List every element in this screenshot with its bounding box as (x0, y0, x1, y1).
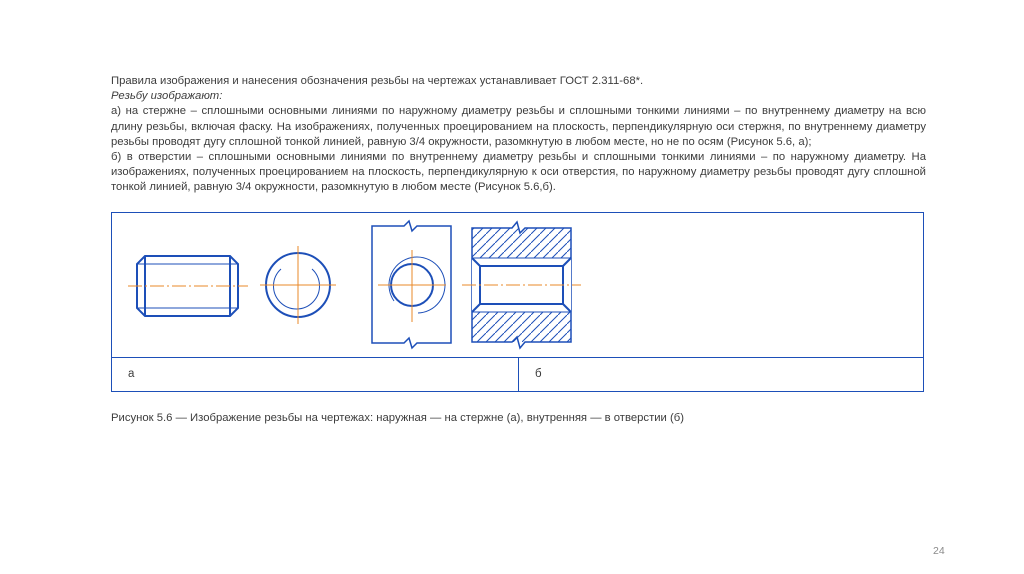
page-number: 24 (933, 545, 945, 557)
frame-divider-vertical (518, 357, 519, 391)
paragraph-rod: а) на стержне – сплошными основными линиями по наружному диаметру резьбы и сплошными тонкими линиями – по внутреннему диаметру на всю длину резьбы, включая фаску. На изображениях, полученных проецированием на плоскость, перпендикулярную оси стержня, по внутреннему диаметру резьбы проводят дугу сплошной тонкой линией, равную 3/4 окружности, разомкнутую в любом месте, но не по осям (Рисунок 5.6, а); (111, 105, 926, 148)
paragraph-hole: б) в отверстии – сплошными основными линиями по внутреннему диаметру резьбы и сплошными тонкими линиями – по наружному диаметру. На изображениях, полученных проецированием на плоскость, перпендикулярную к оси отверстия, по наружному диаметру резьбы проводят дугу сплошной тонкой линией, равную 3/4 окружности, разомкнутую в любом месте (Рисунок 5.6,б). (111, 151, 926, 194)
figure-label-b: б (535, 368, 542, 380)
thread-heading: Резьбу изображают: (111, 90, 223, 103)
figure-frame (111, 212, 924, 392)
figure-caption: Рисунок 5.6 — Изображение резьбы на чертежах: наружная — на стержне (а), внутренняя — в отверстии (б) (111, 412, 684, 424)
figure-label-a: а (128, 368, 135, 380)
gost-sentence: Правила изображения и нанесения обозначения резьбы на чертежах устанавливает ГОСТ 2.311-68*. (111, 75, 644, 87)
